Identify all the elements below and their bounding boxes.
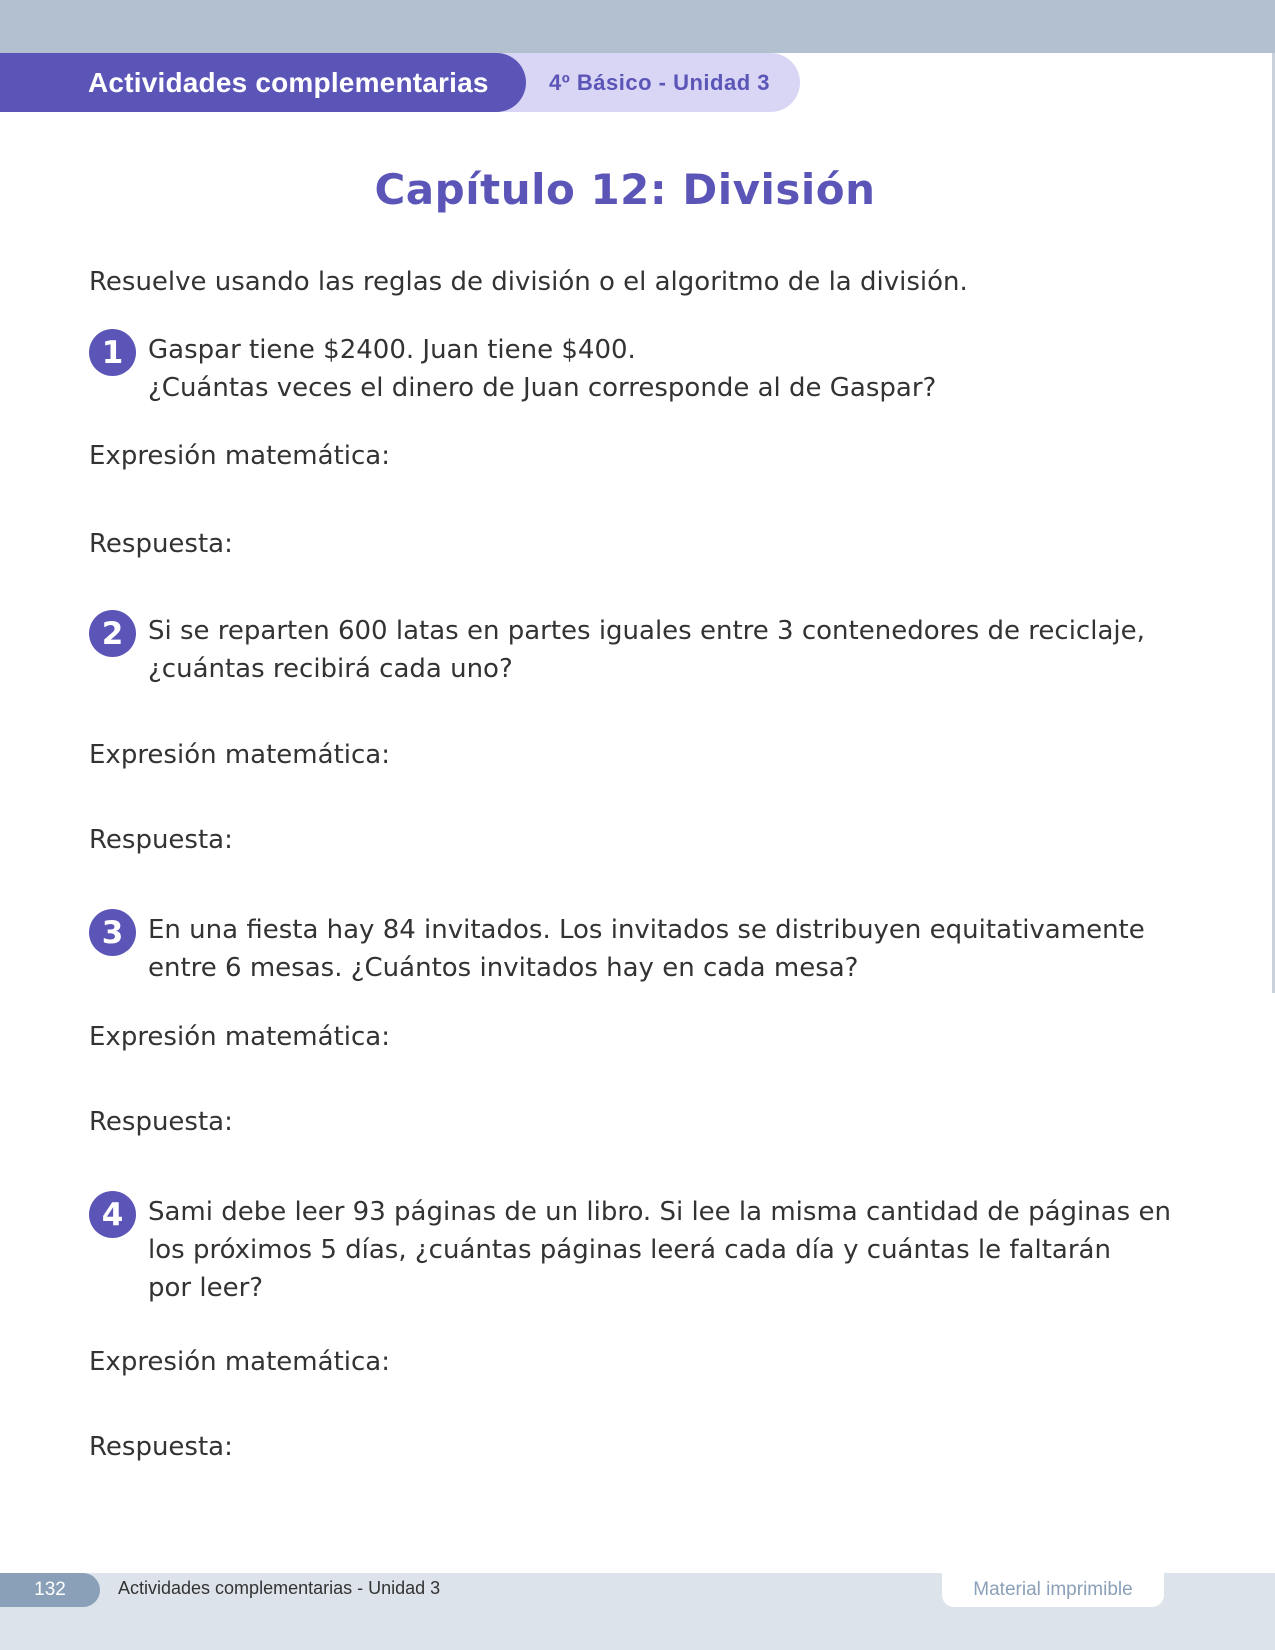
footer-text: Actividades complementarias - Unidad 3 [118,1578,441,1598]
problem-line: los próximos 5 días, ¿cuántas páginas leerá cada día y cuántas le faltarán [148,1235,1111,1265]
printable-material-tab: Material imprimible [942,1573,1164,1607]
top-band [0,0,1275,53]
problem-line: ¿Cuántas veces el dinero de Juan corresponde al de Gaspar? [148,373,937,403]
problem-number-badge: 4 [89,1191,136,1238]
problem-number-badge: 1 [89,329,136,376]
problem-number-badge: 2 [89,610,136,657]
problem-text [148,1193,1228,1307]
header-unit-label: 4º Básico - Unidad 3 [549,69,770,95]
answer-label: Respuesta: [89,1432,233,1462]
problem-text [148,612,1228,688]
problem-line: entre 6 mesas. ¿Cuántos invitados hay en cada mesa? [148,953,859,983]
problem-text [148,331,1228,407]
instructions: Resuelve usando las reglas de división o el algoritmo de la división. [89,267,968,297]
problem-line: En una fiesta hay 84 invitados. Los invitados se distribuyen equitativamente [148,915,1145,945]
problem-line: por leer? [148,1273,264,1303]
expression-label: Expresión matemática: [89,1347,390,1377]
problem-number-badge: 3 [89,909,136,956]
problem-text [148,911,1228,987]
expression-label: Expresión matemática: [89,441,390,471]
header-title: Actividades complementarias [88,66,489,98]
problem-line: Gaspar tiene $2400. Juan tiene $400. [148,335,636,365]
header-title-banner [0,53,526,112]
expression-label: Expresión matemática: [89,740,390,770]
answer-label: Respuesta: [89,529,233,559]
chapter-title: Capítulo 12: División [374,165,876,214]
answer-label: Respuesta: [89,1107,233,1137]
expression-label: Expresión matemática: [89,1022,390,1052]
answer-label: Respuesta: [89,825,233,855]
problem-line: Si se reparten 600 latas en partes iguales entre 3 contenedores de reciclaje, [148,616,1145,646]
problem-line: Sami debe leer 93 páginas de un libro. Si lee la misma cantidad de páginas en [148,1197,1171,1227]
problem-line: ¿cuántas recibirá cada uno? [148,654,513,684]
page-number: 132 [0,1573,100,1607]
